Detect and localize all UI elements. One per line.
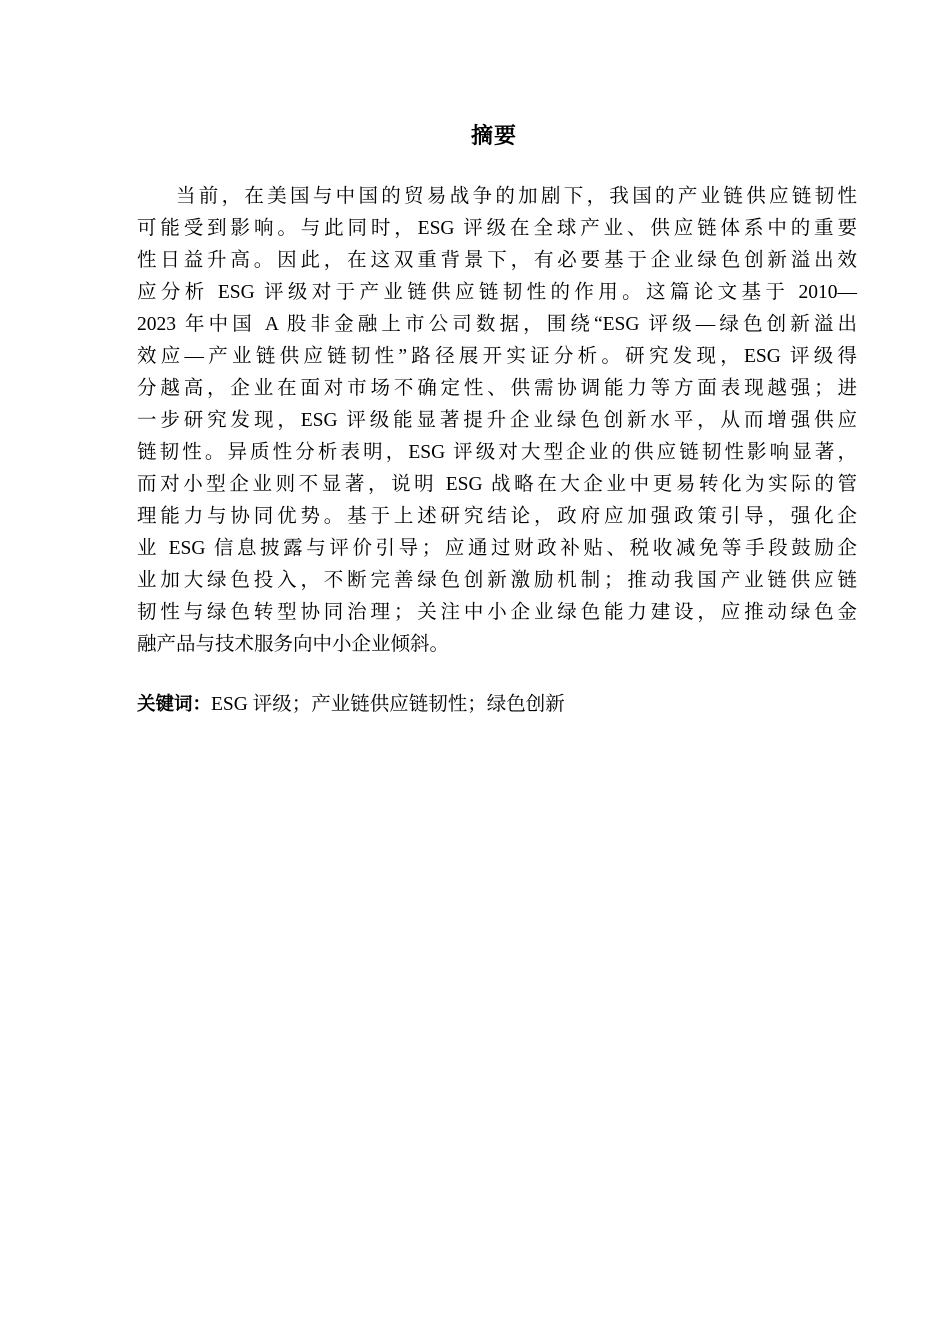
abstract-line: 融产品与技术服务向中小企业倾斜。 bbox=[137, 634, 450, 655]
keywords-label: 关键词： bbox=[137, 694, 212, 715]
abstract-body bbox=[137, 181, 857, 661]
abstract-line: 韧性与绿色转型协同治理；关注中小企业绿色能力建设，应推动绿色金 bbox=[137, 602, 857, 623]
abstract-line: 可能受到影响。与此同时，ESG 评级在全球产业、供应链体系中的重要 bbox=[137, 218, 857, 239]
keywords-row bbox=[137, 689, 565, 721]
abstract-line: 效应—产业链供应链韧性”路径展开实证分析。研究发现，ESG 评级得 bbox=[137, 346, 857, 367]
abstract-line: 业 ESG 信息披露与评价引导；应通过财政补贴、税收减免等手段鼓励企 bbox=[137, 538, 857, 559]
abstract-line: 2023 年中国 A 股非金融上市公司数据，围绕“ESG 评级—绿色创新溢出 bbox=[137, 314, 857, 335]
abstract-line: 理能力与协同优势。基于上述研究结论，政府应加强政策引导，强化企 bbox=[137, 506, 857, 527]
abstract-line: 而对小型企业则不显著，说明 ESG 战略在大企业中更易转化为实际的管 bbox=[137, 474, 857, 495]
abstract-line: 分越高，企业在面对市场不确定性、供需协调能力等方面表现越强；进 bbox=[137, 378, 857, 399]
abstract-line: 应分析 ESG 评级对于产业链供应链韧性的作用。这篇论文基于 2010— bbox=[137, 282, 857, 303]
abstract-line: 一步研究发现，ESG 评级能显著提升企业绿色创新水平，从而增强供应 bbox=[137, 410, 857, 431]
abstract-title: 摘要 bbox=[470, 124, 517, 149]
keywords-text: ESG 评级；产业链供应链韧性；绿色创新 bbox=[211, 694, 565, 715]
abstract-line: 业加大绿色投入，不断完善绿色创新激励机制；推动我国产业链供应链 bbox=[137, 570, 857, 591]
abstract-line: 当前，在美国与中国的贸易战争的加剧下，我国的产业链供应链韧性 bbox=[176, 186, 857, 207]
abstract-line: 链韧性。异质性分析表明，ESG 评级对大型企业的供应链韧性影响显著， bbox=[137, 442, 857, 463]
abstract-line: 性日益升高。因此，在这双重背景下，有必要基于企业绿色创新溢出效 bbox=[137, 250, 857, 271]
